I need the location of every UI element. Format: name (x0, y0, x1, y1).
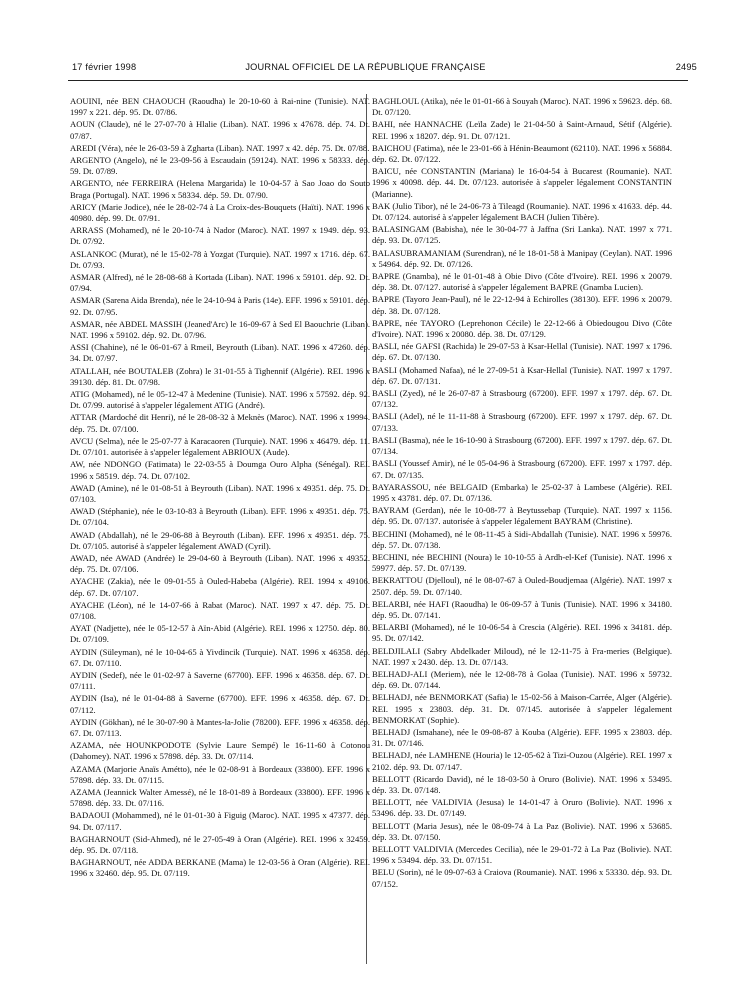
register-entry: ATIG (Mohamed), né le 05-12-47 à Medenine (Tunisie). NAT. 1996 x 57592. dép. 92. Dt. 07/99. autorisé à s'appeler légalement ATIG (André). (70, 389, 370, 411)
register-entry: BAYARASSOU, née BELGAID (Embarka) le 25-02-37 à Lambese (Algérie). REI. 1995 x 43781. dép. 07. Dt. 07/136. (372, 481, 672, 503)
register-entry: ASMAR (Alfred), né le 28-08-68 à Kortada (Liban). NAT. 1996 x 59101. dép. 92. Dt. 07/94. (70, 272, 370, 294)
register-entry: AWAD (Amine), né le 01-08-51 à Beyrouth (Liban). NAT. 1996 x 49351. dép. 75. Dt. 07/103. (70, 482, 370, 504)
register-entry: BASLI (Youssef Amir), né le 05-04-96 à Strasbourg (67200). EFF. 1997 x 1797. dép. 67. Dt. 07/135. (372, 458, 672, 480)
register-entry: AREDI (Véra), née le 26-03-59 à Zgharta (Liban). NAT. 1997 x 42. dép. 75. Dt. 07/88. (70, 142, 370, 153)
journal-title: JOURNAL OFFICIEL DE LA RÉPUBLIQUE FRANÇAISE (245, 62, 486, 72)
right-column (372, 96, 672, 966)
register-entry: BASLI (Zyed), né le 26-07-87 à Strasbourg (67200). EFF. 1997 x 1797. dép. 67. Dt. 07/132. (372, 388, 672, 410)
register-entry: AZAMA (Jeannick Walter Amessé), né le 18-01-89 à Bordeaux (33800). EFF. 1996 x 57898. dép. 33. Dt. 07/116. (70, 786, 370, 809)
register-entry: ASSI (Chahine), né le 06-01-67 à Rmeil, Beyrouth (Liban). NAT. 1996 x 47260. dép. 34. Dt. 07/97. (70, 342, 370, 364)
register-entry: AOUN (Claude), né le 27-07-70 à Hlalie (Liban). NAT. 1996 x 47678. dép. 74. Dt. 07/87. (70, 119, 370, 141)
page-number: 2495 (675, 62, 697, 72)
register-entry: AOUINI, née BEN CHAOUCH (Raoudha) le 20-10-60 à Rai-nine (Tunisie). NAT. 1997 x 221. dép. 95. Dt. 07/86. (70, 96, 370, 118)
register-entry: ARGENTO, née FERREIRA (Helena Margarida) le 10-04-57 à Sao Joao do Souto Braga (Portugal). NAT. 1996 x 58334. dép. 59. Dt. 07/90. (70, 178, 370, 200)
register-entry: AZAMA (Marjorie Anaïs Amétto), née le 02-08-91 à Bordeaux (33800). EFF. 1996 x 57898. dép. 33. Dt. 07/115. (70, 763, 370, 785)
register-entry: AWAD (Abdallah), né le 29-06-88 à Beyrouth (Liban). EFF. 1996 x 49351. dép. 75. Dt. 07/105. autorisé à s'appeler légalement AWAD (Cyril). (70, 529, 370, 551)
register-entry: AYACHE (Léon), né le 14-07-66 à Rabat (Maroc). NAT. 1997 x 47. dép. 75. Dt. 07/108. (70, 599, 370, 621)
register-entry: BAHI, née HANNACHE (Leïla Zade) le 21-04-50 à Saint-Arnaud, Sétif (Algérie). REI. 1996 x 18207. dép. 91. Dt. 07/121. (372, 119, 672, 141)
register-entry: BELHADJ (Ismahane), née le 09-08-87 à Kouba (Algérie). EFF. 1995 x 23803. dép. 31. Dt. 07/146. (372, 726, 672, 749)
register-entry: BAGHARNOUT, née ADDA BERKANE (Mama) le 12-03-56 à Oran (Algérie). REI. 1996 x 32460. dép. 95. Dt. 07/119. (70, 857, 370, 879)
register-entry: BELARBI, née HAFI (Raoudha) le 06-09-57 à Tunis (Tunisie). NAT. 1996 x 34180. dép. 95. Dt. 07/141. (372, 598, 672, 620)
register-entry: BELHADJ, née BENMORKAT (Safia) le 15-02-56 à Maison-Carrée, Alger (Algérie). REI. 1995 x 23803. dép. 31. Dt. 07/145. autorisée à s'appeler légalement BENMORKAT (Sophie). (372, 692, 672, 725)
register-entry: BELDJILALI (Sabry Abdelkader Miloud), né le 12-11-75 à Fra-meries (Belgique). NAT. 1997 x 2430. dép. 13. Dt. 07/143. (372, 645, 672, 667)
register-entry: BASLI, née GAFSI (Rachida) le 29-07-53 à Ksar-Hellal (Tunisie). NAT. 1997 x 1796. dép. 67. Dt. 07/130. (372, 341, 672, 363)
register-entry: BELU (Sorin), né le 09-07-63 à Craiova (Roumanie). NAT. 1996 x 53330. dép. 93. Dt. 07/152. (372, 867, 672, 889)
register-entry: BELLOTT VALDIVIA (Mercedes Cecilia), née le 29-01-72 à La Paz (Bolivie). NAT. 1996 x 53494. dép. 33. Dt. 07/151. (372, 844, 672, 866)
register-entry: AWAD, née AWAD (Andrée) le 29-04-60 à Beyrouth (Liban). NAT. 1996 x 49352. dép. 75. Dt. 07/106. (70, 552, 370, 575)
register-entry: BAGHARNOUT (Sid-Ahmed), né le 27-05-49 à Oran (Algérie). REI. 1996 x 32459. dép. 95. Dt. 07/118. (70, 833, 370, 855)
register-entry: BAICHOU (Fatima), née le 23-01-66 à Hénin-Beaumont (62110). NAT. 1996 x 56884. dép. 62. Dt. 07/122. (372, 142, 672, 165)
register-entry: BECHINI (Mohamed), né le 08-11-45 à Sidi-Abdallah (Tunisie). NAT. 1996 x 59976. dép. 57. Dt. 07/138. (372, 528, 672, 550)
register-entry: BAICU, née CONSTANTIN (Mariana) le 16-04-54 à Bucarest (Roumanie). NAT. 1996 x 40098. dép. 44. Dt. 07/123. autorisée à s'appeler légalement CONSTANTIN (Marianne). (372, 166, 672, 199)
register-entry: AVCU (Selma), née le 25-07-77 à Karacaoren (Turquie). NAT. 1996 x 46479. dép. 11. Dt. 07/101. autorisée à s'appeler légalement ABRIOUX (Aude). (70, 435, 370, 458)
register-entry: BELHADJ-ALI (Meriem), née le 12-08-78 à Golaa (Tunisie). NAT. 1996 x 59732. dép. 69. Dt. 07/144. (372, 668, 672, 691)
register-entry: BASLI (Basma), née le 16-10-90 à Strasbourg (67200). EFF. 1997 x 1797. dép. 67. Dt. 07/134. (372, 434, 672, 457)
register-entry: BAYRAM (Gerdan), née le 10-08-77 à Beytussebap (Turquie). NAT. 1997 x 1156. dép. 95. Dt. 07/137. autorisée à s'appeler légalement BAYRAM (Christine). (372, 505, 672, 527)
register-entry: ASMAR, née ABDEL MASSIH (Jeaned'Arc) le 16-09-67 à Sed El Baouchrie (Liban). NAT. 1996 x 59102. dép. 92. Dt. 07/96. (70, 318, 370, 341)
register-entry: BAPRE (Tayoro Jean-Paul), né le 22-12-94 à Echirolles (38130). EFF. 1996 x 20079. dép. 38. Dt. 07/128. (372, 294, 672, 316)
page-header (0, 62, 731, 76)
register-entry: AYDIN (Gökhan), né le 30-07-90 à Mantes-la-Jolie (78200). EFF. 1996 x 46358. dép. 67. Dt. 07/113. (70, 716, 370, 738)
register-entry: ATALLAH, née BOUTALEB (Zohra) le 31-01-55 à Tighennif (Algérie). REI. 1996 x 39130. dép. 81. Dt. 07/98. (70, 365, 370, 387)
register-entry: AYACHE (Zakia), née le 09-01-55 à Ouled-Habeba (Algérie). REI. 1994 x 49106. dép. 67. Dt. 07/107. (70, 576, 370, 598)
register-entry: BADAOUI (Mohammed), né le 01-01-30 à Figuig (Maroc). NAT. 1995 x 47377. dép. 94. Dt. 07/117. (70, 810, 370, 832)
register-entry: AW, née NDONGO (Fatimata) le 22-03-55 à Doumga Ouro Alpha (Sénégal). REI. 1996 x 58519. dép. 74. Dt. 07/102. (70, 459, 370, 481)
register-entry: BAPRE (Gnamba), né le 01-01-48 à Obie Divo (Côte d'Ivoire). REI. 1996 x 20079. dép. 38. Dt. 07/127. autorisé à s'appeler légalement BAPRE (Gnamba Lucien). (372, 271, 672, 293)
register-entry: BASLI (Mohamed Nafaa), né le 27-09-51 à Ksar-Hellal (Tunisie). NAT. 1997 x 1797. dép. 67. Dt. 07/131. (372, 364, 672, 386)
issue-date: 17 février 1998 (72, 62, 137, 72)
register-entry: BELLOTT, née VALDIVIA (Jesusa) le 14-01-47 à Oruro (Bolivie). NAT. 1996 x 53496. dép. 33. Dt. 07/149. (372, 797, 672, 819)
register-entry: ARRASS (Mohamed), né le 20-10-74 à Nador (Maroc). NAT. 1997 x 1949. dép. 93. Dt. 07/92. (70, 225, 370, 247)
register-entry: BAGHLOUL (Atika), née le 01-01-66 à Souyah (Maroc). NAT. 1996 x 59623. dép. 68. Dt. 07/120. (372, 96, 672, 118)
register-entry: BAPRE, née TAYORO (Leprehonon Cécile) le 22-12-66 à Obiedougou Divo (Côte d'Ivoire). NAT. 1996 x 20080. dép. 38. Dt. 07/129. (372, 317, 672, 340)
header-rule (68, 80, 688, 81)
register-entry: BALASINGAM (Babisha), née le 30-04-77 à Jaffna (Sri Lanka). NAT. 1997 x 771. dép. 93. Dt. 07/125. (372, 224, 672, 246)
register-entry: ATTAR (Mardoché dit Henri), né le 28-08-32 à Meknès (Maroc). NAT. 1996 x 19994. dép. 75. Dt. 07/100. (70, 412, 370, 434)
left-column (70, 96, 370, 966)
register-entry: ARGENTO (Angelo), né le 23-09-56 à Escaudain (59124). NAT. 1996 x 58333. dép. 59. Dt. 07/89. (70, 155, 370, 177)
register-entry: BEKRATTOU (Djelloul), né le 08-07-67 à Ouled-Boudjemaa (Algérie). NAT. 1997 x 2507. dép. 59. Dt. 07/140. (372, 575, 672, 597)
register-entry: AYDIN (Isa), né le 01-04-88 à Saverne (67700). EFF. 1996 x 46358. dép. 67. Dt. 07/112. (70, 693, 370, 715)
register-entry: BELLOTT (Ricardo David), né le 18-03-50 à Oruro (Bolivie). NAT. 1996 x 53495. dép. 33. Dt. 07/148. (372, 773, 672, 795)
register-entry: AZAMA, née HOUNKPODOTE (Sylvie Laure Sempé) le 16-11-60 à Cotonou (Dahomey). NAT. 1996 x 57898. dép. 33. Dt. 07/114. (70, 740, 370, 762)
register-entry: ASLANKOC (Murat), né le 15-02-78 à Yozgat (Turquie). NAT. 1997 x 1716. dép. 67. Dt. 07/93. (70, 248, 370, 270)
register-entry: ASMAR (Sarena Aida Brenda), née le 24-10-94 à Paris (14e). EFF. 1996 x 59101. dép. 92. Dt. 07/95. (70, 295, 370, 317)
register-entry: AWAD (Stéphanie), née le 03-10-83 à Beyrouth (Liban). EFF. 1996 x 49351. dép. 75. Dt. 07/104. (70, 506, 370, 528)
register-entry: AYAT (Nadjette), née le 05-12-57 à Aïn-Abid (Algérie). REI. 1996 x 12750. dép. 80. Dt. 07/109. (70, 623, 370, 645)
register-entry: BELARBI (Mohamed), né le 10-06-54 à Crescia (Algérie). REI. 1996 x 34181. dép. 95. Dt. 07/142. (372, 622, 672, 644)
register-entry: BAK (Julio Tibor), né le 24-06-73 à Tileagd (Roumanie). NAT. 1996 x 41633. dép. 44. Dt. 07/124. autorisé à s'appeler légalement BACH (Julien Tibère). (372, 200, 672, 223)
register-entry: BECHINI, née BECHINI (Noura) le 10-10-55 à Ardh-el-Kef (Tunisie). NAT. 1996 x 59977. dép. 57. Dt. 07/139. (372, 551, 672, 574)
register-entry: AYDIN (Süleyman), né le 10-04-65 à Yivdincik (Turquie). NAT. 1996 x 46358. dép. 67. Dt. 07/110. (70, 646, 370, 668)
register-entry: BELLOTT (Maria Jesus), née le 08-09-74 à La Paz (Bolivie). NAT. 1996 x 53685. dép. 33. Dt. 07/150. (372, 820, 672, 842)
register-entry: AYDIN (Sedef), née le 01-02-97 à Saverne (67700). EFF. 1996 x 46358. dép. 67. Dt. 07/111. (70, 669, 370, 692)
register-entry: ARICY (Marie Jodice), née le 28-02-74 à La Croix-des-Bouquets (Haïti). NAT. 1996 x 40980. dép. 99. Dt. 07/91. (70, 201, 370, 224)
register-entry: BASLI (Adel), né le 11-11-88 à Strasbourg (67200). EFF. 1997 x 1797. dép. 67. Dt. 07/133. (372, 411, 672, 433)
register-entry: BELHADJ, née LAMHENE (Houria) le 12-05-62 à Tizi-Ouzou (Algérie). REI. 1997 x 2102. dép. 93. Dt. 07/147. (372, 750, 672, 772)
register-entry: BALASUBRAMANIAM (Surendran), né le 18-01-58 à Manipay (Ceylan). NAT. 1996 x 54964. dép. 92. Dt. 07/126. (372, 247, 672, 269)
